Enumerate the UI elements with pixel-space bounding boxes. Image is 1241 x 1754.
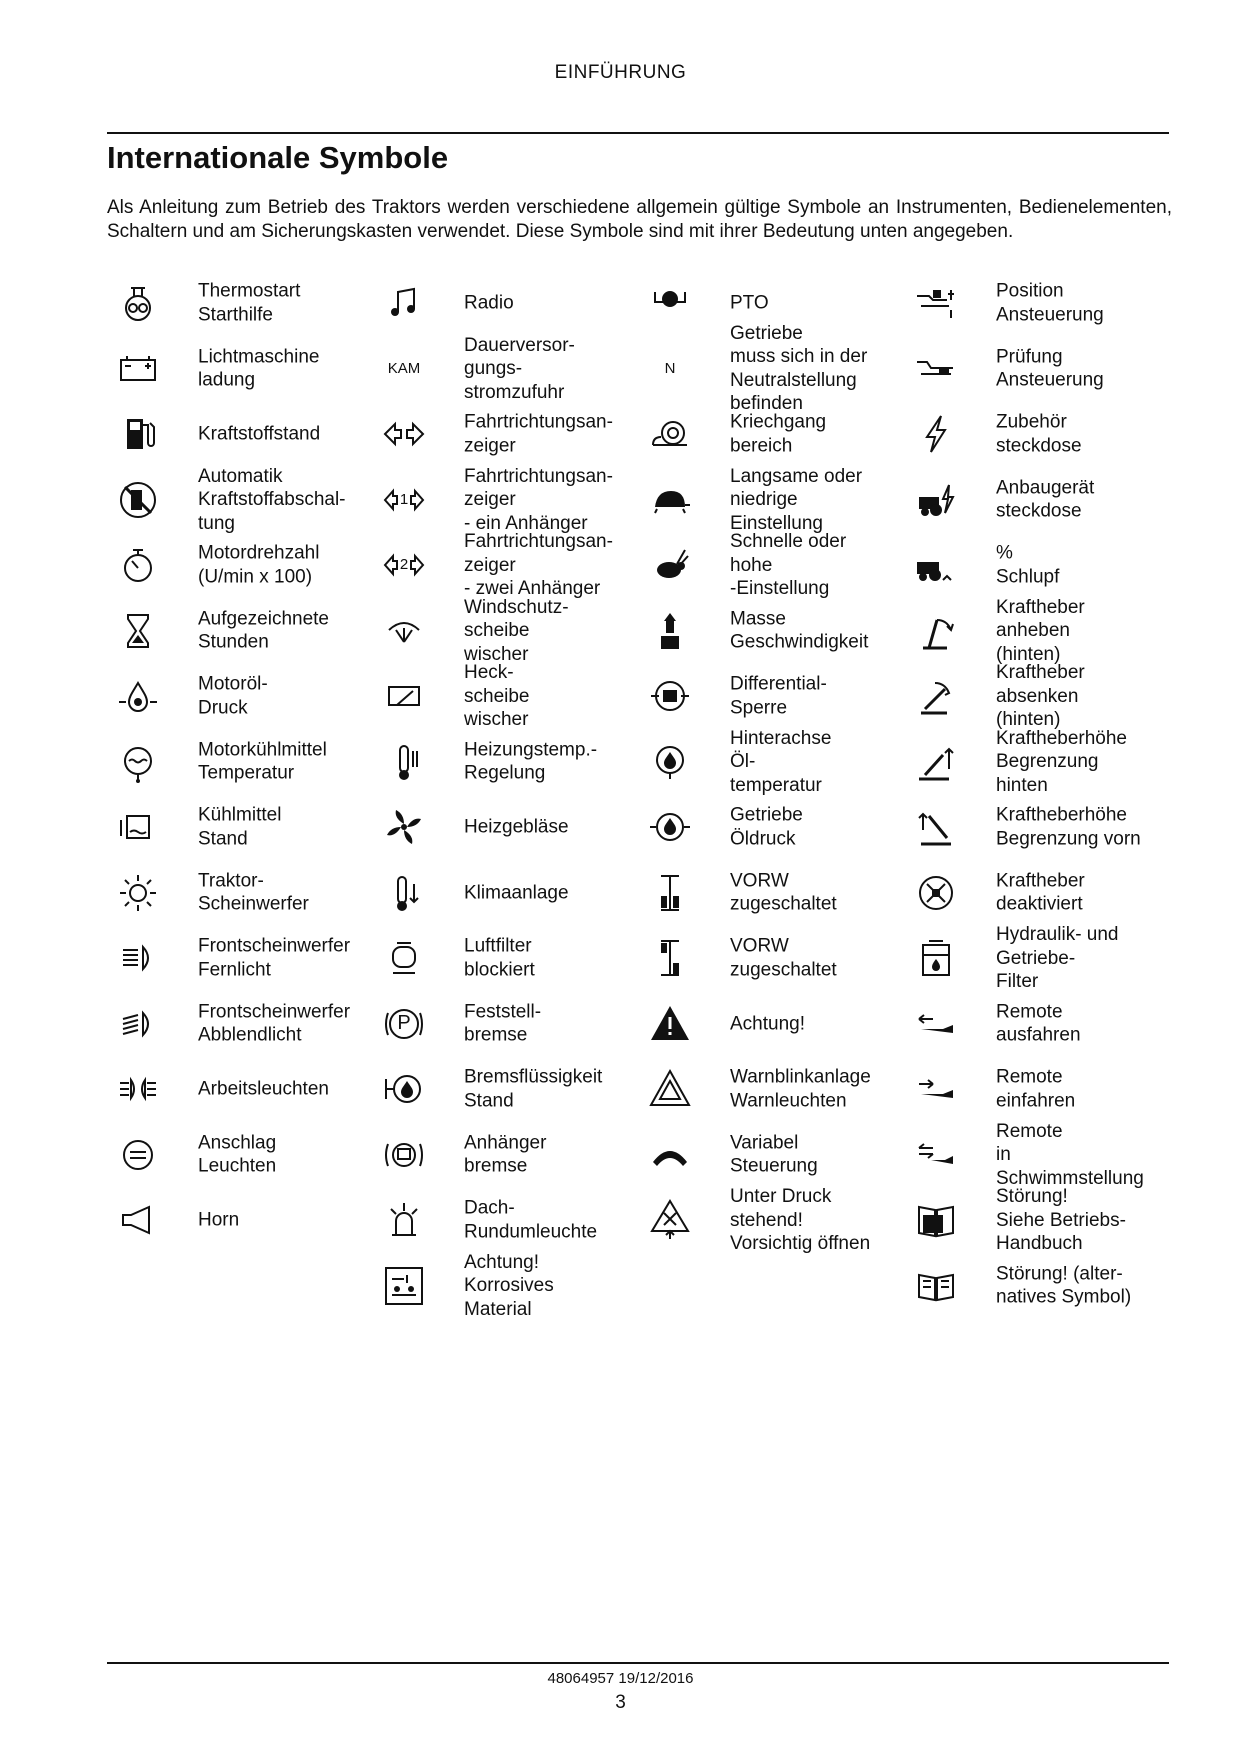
page-title: Internationale Symbole [107,140,449,175]
coolant-level-icon [117,806,159,848]
symbol-label: Feststell- bremse [464,1001,542,1046]
battery-icon [117,348,159,390]
symbol-entry [639,1120,905,1190]
symbol-entry [107,596,373,666]
symbol-entry [373,399,639,469]
air-conditioning-icon [383,872,425,914]
symbol-entry [373,1120,639,1190]
symbol-label: Masse Geschwindigkeit [730,608,869,653]
symbol-label: Anhänger bremse [464,1132,547,1177]
symbol-label: Störung! Siehe Betriebs- Handbuch [996,1185,1126,1254]
symbol-label: VORW zugeschaltet [730,935,837,980]
transmission-oil-pressure-icon [649,806,691,848]
symbol-label: Bremsflüssigkeit Stand [464,1066,603,1111]
symbol-entry [639,1054,905,1124]
rear-wiper-icon [383,675,425,717]
symbol-entry [639,1185,905,1255]
symbol-entry [905,1185,1171,1255]
fuel-pump-icon [117,413,159,455]
symbol-entry [639,465,905,535]
high-beam-icon [117,937,159,979]
thermostart-icon [117,282,159,324]
operator-manual-icon [915,1199,957,1241]
implement-socket-icon [915,479,957,521]
lightning-icon [915,413,957,455]
symbol-label: Heizungstemp.- Regelung [464,739,598,784]
symbol-entry [905,1120,1171,1190]
symbol-entry [107,923,373,993]
manual-alt-icon [915,1265,957,1307]
symbol-abbreviation: 2 [399,556,409,573]
hitch-lower-icon [915,675,957,717]
symbol-entry [639,322,905,414]
symbol-label: Kraftheberhöhe Begrenzung vorn [996,804,1141,849]
symbol-entry [107,989,373,1059]
symbol-label: Motoröl- Druck [198,673,268,718]
symbol-entry [107,530,373,600]
pto-icon [649,282,691,324]
turn-indicator-one-trailer-icon [383,479,425,521]
symbol-entry [905,661,1171,731]
four-wheel-drive-alt-icon [649,937,691,979]
symbol-entry [373,596,639,666]
symbol-entry [107,268,373,338]
symbol-entry [373,989,639,1059]
symbol-label: Dach- Rundumleuchte [464,1197,598,1242]
symbol-label: Traktor- Scheinwerfer [198,870,309,915]
engine-speed-icon [117,544,159,586]
symbol-label: PTO [730,292,769,314]
symbol-label: Unter Druck stehend! Vorsichtig öffnen [730,1185,871,1254]
position-control-icon [915,282,957,324]
oil-pressure-icon [117,675,159,717]
hourglass-icon [117,610,159,652]
symbol-label: Windschutz- scheibe wischer [464,596,569,665]
symbol-label: Dauerversor- gungs- stromzufuhr [464,334,575,403]
symbol-label: Hinterachse Öl- temperatur [730,727,832,796]
symbol-label: Kraftstoffstand [198,423,321,445]
symbol-label: Anbaugerät steckdose [996,477,1095,522]
turn-indicator-two-trailers-icon [383,544,425,586]
symbol-label: Automatik Kraftstoffabschal- tung [198,465,346,534]
symbol-label: Heizgebläse [464,816,569,838]
symbol-label: Kriechgang bereich [730,411,827,456]
symbol-entry [373,334,639,404]
symbol-entry [639,596,905,666]
symbol-entry [639,530,905,600]
four-wheel-drive-icon [649,872,691,914]
symbol-entry [905,530,1171,600]
symbol-label: Remote in Schwimmstellung [996,1120,1144,1189]
coolant-temperature-icon [117,741,159,783]
symbol-entry [639,727,905,797]
symbol-entry [905,923,1171,993]
symbol-entry [905,727,1171,797]
variable-control-icon [649,1134,691,1176]
symbol-abbreviation: KAM [387,359,421,377]
symbol-entry [639,989,905,1059]
remote-retract-icon [915,1068,957,1110]
hitch-height-rear-icon [915,741,957,783]
symbol-label: Fahrtrichtungsan- zeiger - zwei Anhänger [464,530,613,599]
symbol-label: VORW zugeschaltet [730,870,837,915]
symbol-label: Schnelle oder hohe -Einstellung [730,530,847,599]
symbol-entry [639,923,905,993]
turtle-icon [649,479,691,521]
fuel-shutoff-icon [117,479,159,521]
page-number: 3 [615,1692,626,1713]
symbol-entry [373,792,639,862]
symbol-entry [905,792,1171,862]
symbol-entry [107,792,373,862]
ground-speed-icon [649,610,691,652]
beacon-icon [383,1199,425,1241]
symbol-label: Getriebe muss sich in der Neutralstellung befinden [730,322,868,414]
neutral-icon [649,348,691,390]
symbol-label: Frontscheinwerfer Abblendlicht [198,1001,351,1046]
symbol-entry [107,858,373,928]
symbol-entry [107,1185,373,1255]
hydraulic-filter-icon [915,937,957,979]
document-number: 48064957 19/12/2016 [547,1670,694,1687]
fan-icon [383,806,425,848]
symbol-entry [373,727,639,797]
symbol-abbreviation: P [397,1011,411,1034]
remote-float-icon [915,1134,957,1176]
symbol-label: Kraftheber deaktiviert [996,870,1085,915]
symbol-label: % Schlupf [996,542,1060,587]
intro-paragraph: Als Anleitung zum Betrieb des Traktors werden verschiedene allgemein gültige Symbole an Instrumenten, Bedienelementen, Schaltern und am Sicherungskasten verwendet. Diese Symbole sind mit ihrer Bedeutung unten angegeben. [107,197,1172,242]
symbol-entry [373,858,639,928]
heater-temperature-icon [383,741,425,783]
music-note-icon [383,282,425,324]
symbol-entry [373,1185,639,1255]
symbol-label: Kraftheber absenken (hinten) [996,661,1085,730]
symbol-label: Getriebe Öldruck [730,804,803,849]
symbol-label: Fahrtrichtungsan- zeiger - ein Anhänger [464,465,613,534]
symbol-entry [905,989,1171,1059]
symbol-entry [905,858,1171,928]
symbol-label: Lichtmaschine ladung [198,346,320,391]
symbol-entry [905,1251,1171,1321]
symbol-label: Remote einfahren [996,1066,1076,1111]
draft-control-icon [915,348,957,390]
symbol-entry [107,465,373,535]
symbol-label: Anschlag Leuchten [198,1132,277,1177]
symbol-entry [905,596,1171,666]
symbol-entry [373,268,639,338]
work-light-icon [117,872,159,914]
symbol-abbreviation: N [664,359,676,377]
symbol-entry [107,661,373,731]
symbol-entry [905,334,1171,404]
symbol-label: Achtung! [730,1012,805,1034]
symbol-label: Radio [464,292,514,314]
symbol-label: Luftfilter blockiert [464,935,535,980]
rabbit-icon [649,544,691,586]
pressure-warning-icon [649,1199,691,1241]
symbol-abbreviation: 1 [399,490,409,508]
symbol-entry [107,727,373,797]
symbol-entry [373,661,639,731]
symbol-label: Hydraulik- und Getriebe- Filter [996,923,1119,992]
symbol-label: Position Ansteuerung [996,280,1104,325]
differential-lock-icon [649,675,691,717]
symbol-label: Prüfung Ansteuerung [996,346,1104,391]
corrosive-icon [383,1265,425,1307]
symbol-label: Aufgezeichnete Stunden [198,608,329,653]
trailer-brake-icon [383,1134,425,1176]
symbol-entry [107,334,373,404]
symbol-label: Zubehör steckdose [996,411,1082,456]
wheel-slip-icon [915,544,957,586]
hitch-raise-icon [915,610,957,652]
symbol-label: Kraftheberhöhe Begrenzung hinten [996,727,1127,796]
symbol-label: Störung! (alter- natives Symbol) [996,1263,1132,1308]
symbol-entry [639,661,905,731]
brake-fluid-icon [383,1068,425,1110]
symbol-entry [905,268,1171,338]
axle-oil-temperature-icon [649,741,691,783]
symbol-entry [373,465,639,535]
symbol-label: Thermostart Starthilfe [198,280,301,325]
symbol-label: Warnblinkanlage Warnleuchten [730,1066,871,1111]
low-beam-icon [117,1003,159,1045]
kam-icon [383,348,425,390]
symbol-label: Fahrtrichtungsan- zeiger [464,411,613,456]
work-lights-icon [117,1068,159,1110]
symbol-entry [107,1054,373,1124]
symbol-label: Remote ausfahren [996,1001,1081,1046]
symbol-entry [107,399,373,469]
symbol-entry [373,923,639,993]
parking-brake-icon [383,1003,425,1045]
turn-indicator-icon [383,413,425,455]
symbol-label: Motordrehzahl (U/min x 100) [198,542,320,587]
horn-icon [117,1199,159,1241]
symbol-label: Kühlmittel Stand [198,804,282,849]
symbol-entry [905,1054,1171,1124]
symbol-entry [107,1120,373,1190]
symbol-entry [639,399,905,469]
symbol-entry [373,1251,639,1321]
symbol-entry [905,465,1171,535]
symbol-label: Motorkühlmittel Temperatur [198,739,327,784]
symbol-label: Variabel Steuerung [730,1132,818,1177]
hitch-disabled-icon [915,872,957,914]
windscreen-wiper-icon [383,610,425,652]
symbol-entry [639,792,905,862]
symbol-entry [639,858,905,928]
top-rule [107,132,1169,134]
symbol-label: Horn [198,1209,240,1231]
air-filter-icon [383,937,425,979]
remote-extend-icon [915,1003,957,1045]
symbol-label: Arbeitsleuchten [198,1078,329,1100]
symbol-entry [373,530,639,600]
symbol-label: Differential- Sperre [730,673,827,718]
symbol-entry [905,399,1171,469]
hitch-height-front-icon [915,806,957,848]
symbol-entry [373,1054,639,1124]
symbol-label: Frontscheinwerfer Fernlicht [198,935,351,980]
bottom-rule [107,1662,1169,1664]
symbol-label: Langsame oder niedrige Einstellung [730,465,863,534]
hazard-warning-icon [649,1068,691,1110]
page-header: EINFÜHRUNG [554,62,687,83]
snail-icon [649,413,691,455]
side-lights-icon [117,1134,159,1176]
warning-filled-icon [649,1003,691,1045]
symbol-label: Achtung! Korrosives Material [464,1251,554,1320]
symbol-label: Heck- scheibe wischer [464,661,530,730]
symbol-label: Kraftheber anheben (hinten) [996,596,1085,665]
symbol-label: Klimaanlage [464,881,569,903]
